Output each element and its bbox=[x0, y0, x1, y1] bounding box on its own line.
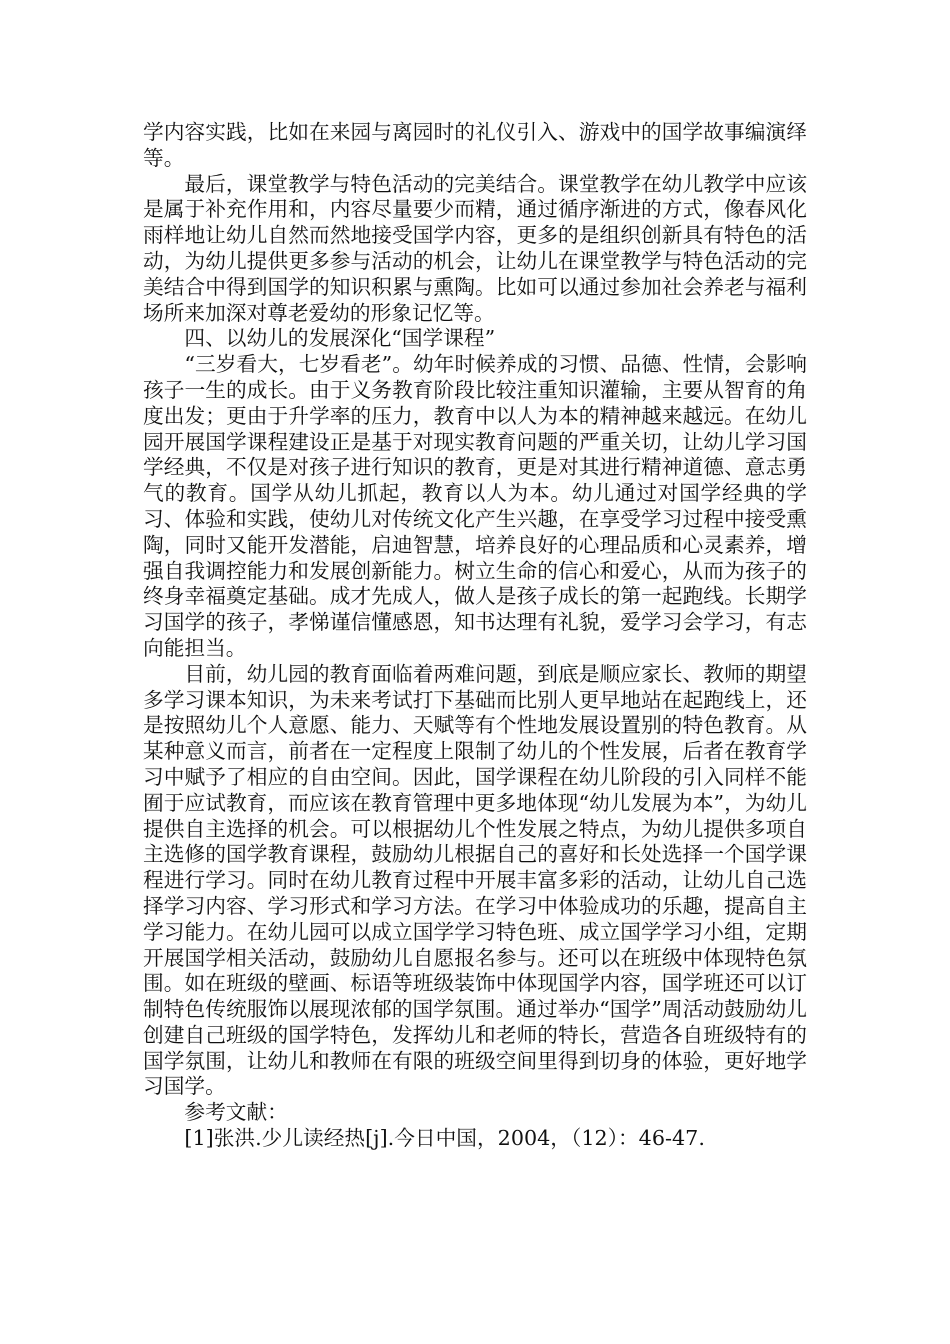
paragraph-1: 学内容实践，比如在来园与离园时的礼仪引入、游戏中的国学故事编演绎等。 bbox=[143, 120, 807, 170]
paragraph-4: 目前，幼儿园的教育面临着两难问题，到底是顺应家长、教师的期望多学习课本知识，为未来考试打下基础而比别人更早地站在起跑线上，还是按照幼儿个人意愿、能力、天赋等有个性地发展设置别的特色教育。从某种意义而言，前者在一定程度上限制了幼儿的个性发展，后者在教育学习中赋予了相应的自由空间。因此，国学课程在幼儿阶段的引入同样不能囿于应试教育，而应该在教育管理中更多地体现“幼儿发展为本”，为幼儿提供自主选择的机会。可以根据幼儿个性发展之特点，为幼儿提供多项自主选修的国学教育课程，鼓励幼儿根据自己的喜好和长处选择一个国学课程进行学习。同时在幼儿教育过程中开展丰富多彩的活动，让幼儿自己选择学习内容、学习形式和学习方法。在学习中体验成功的乐趣，提高自主学习能力。在幼儿园可以成立国学学习特色班、成立国学学习小组，定期开展国学相关活动，鼓励幼儿自愿报名参与。还可以在班级中体现特色氛围。如在班级的壁画、标语等班级装饰中体现国学内容，国学班还可以订制特色传统服饰以展现浓郁的国学氛围。通过举办“国学”周活动鼓励幼儿创建自己班级的国学特色，发挥幼儿和老师的特长，营造各自班级特有的国学氛围，让幼儿和教师在有限的班级空间里得到切身的体验，更好地学习国学。 bbox=[143, 661, 807, 1099]
reference-item-1: [1]张洪.少儿读经热[j].今日中国，2004，（12）：46-47. bbox=[184, 1126, 705, 1151]
references-heading: 参考文献： bbox=[184, 1100, 288, 1125]
document-body bbox=[143, 120, 807, 1152]
paragraph-3: “三岁看大，七岁看老”。幼年时候养成的习惯、品德、性情，会影响孩子一生的成长。由于义务教育阶段比较注重知识灌输，主要从智育的角度出发；更由于升学率的压力，教育中以人为本的精神越来越远。在幼儿园开展国学课程建设正是基于对现实教育问题的严重关切，让幼儿学习国学经典，不仅是对孩子进行知识的教育，更是对其进行精神道德、意志勇气的教育。国学从幼儿抓起，教育以人为本。幼儿通过对国学经典的学习、体验和实践，使幼儿对传统文化产生兴趣，在享受学习过程中接受熏陶，同时又能开发潜能，启迪智慧，培养良好的心理品质和心灵素养，增强自我调控能力和发展创新能力。树立生命的信心和爱心，从而为孩子的终身幸福奠定基础。成才先成人，做人是孩子成长的第一起跑线。长期学习国学的孩子，孝悌谨信懂感恩，知书达理有礼貌，爱学习会学习，有志向能担当。 bbox=[143, 352, 807, 660]
paragraph-2: 最后，课堂教学与特色活动的完美结合。课堂教学在幼儿教学中应该是属于补充作用和，内容尽量要少而精，通过循序渐进的方式，像春风化雨样地让幼儿自然而然地接受国学内容，更多的是组织创新具有特色的活动，为幼儿提供更多参与活动的机会，让幼儿在课堂教学与特色活动的完美结合中得到国学的知识积累与熏陶。比如可以通过参加社会养老与福利场所来加深对尊老爱幼的形象记忆等。 bbox=[143, 171, 807, 325]
section-heading: 四、以幼儿的发展深化“国学课程” bbox=[184, 326, 496, 351]
